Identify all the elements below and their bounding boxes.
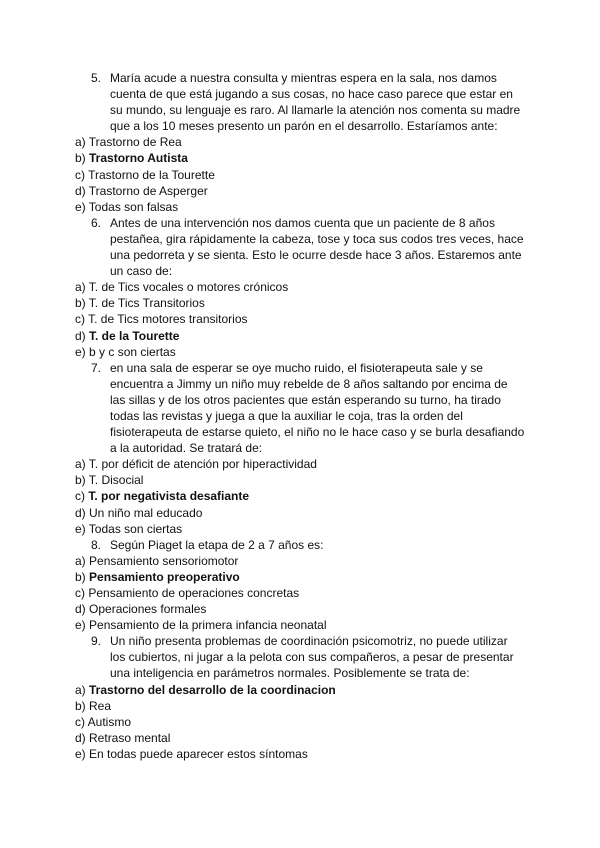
question-number: 8. <box>91 537 102 552</box>
option-letter: b) <box>75 151 86 166</box>
option-letter: a) <box>75 280 86 295</box>
option-text: T. por negativista desafiante <box>88 489 250 504</box>
answer-option <box>75 456 525 472</box>
option-text: Pensamiento sensoriomotor <box>89 553 239 568</box>
question-8 <box>75 537 525 553</box>
option-letter: c) <box>75 167 85 182</box>
option-text: T. por déficit de atención por hiperactividad <box>88 457 317 472</box>
option-letter: a) <box>75 682 86 697</box>
option-text: T. de Tics motores transitorios <box>88 312 248 327</box>
option-text: T. de Tics vocales o motores crónicos <box>88 280 289 295</box>
option-letter: d) <box>75 183 86 198</box>
option-letter: d) <box>75 602 86 617</box>
answer-option <box>75 585 525 601</box>
option-text: Retraso mental <box>89 730 171 745</box>
option-letter: b) <box>75 698 86 713</box>
question-block <box>75 215 525 360</box>
option-text: Trastorno de la Tourette <box>88 167 215 182</box>
answer-options <box>75 553 525 633</box>
option-letter: b) <box>75 296 86 311</box>
question-text: Antes de una intervención nos damos cuenta que un paciente de 8 años pestañea, gira rápidamente la cabeza, tose y toca sus codos tres veces, hace una pedorreta y se sienta. Esto le ocurre desde hace 3 años. Estaremos ante un caso de: <box>110 215 524 279</box>
answer-option <box>75 521 525 537</box>
option-letter: a) <box>75 135 86 150</box>
question-5 <box>75 70 525 134</box>
option-letter: e) <box>75 521 86 536</box>
answer-option <box>75 746 525 762</box>
answer-options <box>75 456 525 536</box>
option-letter: d) <box>75 730 86 745</box>
option-text: Todas son ciertas <box>88 521 183 536</box>
question-6 <box>75 215 525 279</box>
option-text: Autismo <box>87 714 132 729</box>
question-block <box>75 360 525 537</box>
option-letter: e) <box>75 199 86 214</box>
question-number: 6. <box>91 215 102 230</box>
answer-options <box>75 682 525 762</box>
option-letter: a) <box>75 457 86 472</box>
question-text: María acude a nuestra consulta y mientras espera en la sala, nos damos cuenta de que está jugando a sus cosas, no hace caso parece que estar en su mundo, su lenguaje es raro. Al llamarle la atención nos comenta su madre que a los 10 meses presento un parón en el desarrollo. Estaríamos ante: <box>110 71 521 134</box>
question-list <box>75 70 525 762</box>
option-letter: e) <box>75 746 86 761</box>
option-letter: c) <box>75 714 85 729</box>
option-text: Trastorno de Asperger <box>88 183 208 198</box>
option-letter: e) <box>75 344 86 359</box>
correct-answer-option <box>75 488 525 504</box>
option-text: Un niño mal educado <box>89 505 203 520</box>
answer-option <box>75 601 525 617</box>
option-text: En todas puede aparecer estos síntomas <box>89 746 308 761</box>
answer-option <box>75 279 525 295</box>
option-text: Trastorno del desarrollo de la coordinacion <box>89 682 336 697</box>
answer-option <box>75 295 525 311</box>
question-number: 9. <box>91 634 102 649</box>
answer-option <box>75 183 525 199</box>
question-block <box>75 633 525 762</box>
option-letter: c) <box>75 312 85 327</box>
question-9 <box>75 633 525 681</box>
option-text: Todas son falsas <box>88 199 179 214</box>
correct-answer-option <box>75 682 525 698</box>
question-7 <box>75 360 525 457</box>
answer-option <box>75 199 525 215</box>
question-number: 5. <box>91 71 102 85</box>
answer-options <box>75 134 525 214</box>
option-text: Trastorno Autista <box>89 151 188 166</box>
answer-option <box>75 167 525 183</box>
answer-option <box>75 134 525 150</box>
question-number: 7. <box>91 360 102 375</box>
option-text: T. de la Tourette <box>89 328 180 343</box>
option-text: Trastorno de Rea <box>88 135 182 150</box>
answer-option <box>75 344 525 360</box>
correct-answer-option <box>75 328 525 344</box>
option-letter: d) <box>75 505 86 520</box>
option-text: Rea <box>89 698 112 713</box>
option-letter: b) <box>75 473 86 488</box>
option-text: Operaciones formales <box>89 602 207 617</box>
question-block <box>75 537 525 634</box>
answer-option <box>75 311 525 327</box>
option-text: T. de Tics Transitorios <box>88 296 205 311</box>
correct-answer-option <box>75 569 525 585</box>
option-text: T. Disocial <box>88 473 144 488</box>
option-letter: a) <box>75 553 86 568</box>
question-text: en una sala de esperar se oye mucho ruido, el fisioterapeuta sale y se encuentra a Jimmy un niño muy rebelde de 8 años saltando por encima de las sillas y de los otros pacientes que están esperando su turno, ha tirado todas las revistas y juega a que la auxiliar le coja, tras la orden del fisioterapeuta de estarse quieto, el niño no le hace caso y se burla desafiando a la autoridad. Se tratará de: <box>110 360 525 456</box>
correct-answer-option <box>75 150 525 166</box>
answer-option <box>75 714 525 730</box>
option-text: Pensamiento de operaciones concretas <box>88 586 300 600</box>
option-letter: c) <box>75 586 85 600</box>
option-letter: c) <box>75 489 85 504</box>
answer-option <box>75 553 525 569</box>
answer-option <box>75 472 525 488</box>
option-letter: e) <box>75 618 86 633</box>
option-letter: d) <box>75 328 86 343</box>
answer-options <box>75 279 525 359</box>
question-block <box>75 70 525 215</box>
answer-option <box>75 505 525 521</box>
option-text: Pensamiento de la primera infancia neonatal <box>89 618 327 633</box>
answer-option <box>75 698 525 714</box>
answer-option <box>75 730 525 746</box>
option-text: Pensamiento preoperativo <box>89 569 240 584</box>
question-text: Según Piaget la etapa de 2 a 7 años es: <box>110 537 324 552</box>
option-text: b y c son ciertas <box>89 344 176 359</box>
answer-option <box>75 617 525 633</box>
question-text: Un niño presenta problemas de coordinación psicomotriz, no puede utilizar los cubiertos, ni jugar a la pelota con sus compañeros, a pesar de presentar una inteligencia en parámetros normales. Posiblemente se trata de: <box>110 634 514 681</box>
option-letter: b) <box>75 569 86 584</box>
